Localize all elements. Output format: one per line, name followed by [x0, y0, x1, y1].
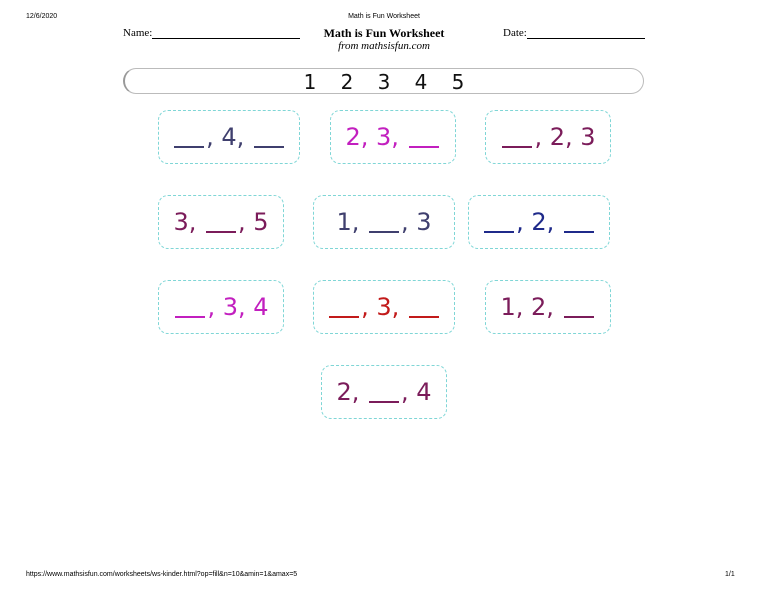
sequence-card — [158, 110, 300, 164]
separator: , — [361, 293, 377, 321]
answer-blank[interactable] — [484, 211, 514, 233]
number-strip-values — [125, 70, 643, 94]
sequence-number: 2 — [531, 293, 547, 321]
sequence-number: 3 — [376, 123, 392, 151]
sequence-card — [321, 365, 447, 419]
answer-blank[interactable] — [254, 126, 284, 148]
strip-number: 2 — [340, 70, 354, 94]
date-label: Date: — [503, 27, 527, 39]
answer-blank[interactable] — [369, 381, 399, 403]
sequence-card — [158, 280, 284, 334]
separator: , — [391, 123, 407, 151]
answer-blank[interactable] — [329, 296, 359, 318]
sequence-card — [330, 110, 456, 164]
sequence-number: 2 — [336, 378, 352, 406]
separator: , — [351, 378, 367, 406]
worksheet-title: Math is Fun Worksheet — [323, 26, 445, 40]
separator: , — [401, 208, 417, 236]
sequence-number: 3 — [173, 208, 189, 236]
answer-blank[interactable] — [409, 296, 439, 318]
name-label: Name: — [123, 27, 153, 39]
separator: , — [391, 293, 407, 321]
worksheet-subtitle: from mathsisfun.com — [338, 40, 430, 52]
date-line — [527, 28, 645, 39]
sequence-card — [313, 280, 455, 334]
strip-number: 4 — [414, 70, 428, 94]
separator: , — [206, 123, 222, 151]
strip-number: 3 — [377, 70, 391, 94]
separator: , — [546, 293, 562, 321]
sequence-number: 3 — [416, 208, 432, 236]
separator: , — [207, 293, 223, 321]
print-page-number: 1/1 — [725, 571, 735, 578]
separator: , — [565, 123, 581, 151]
sequence-card — [485, 110, 611, 164]
answer-blank[interactable] — [564, 296, 594, 318]
answer-blank[interactable] — [174, 126, 204, 148]
sequence-number: 3 — [222, 293, 238, 321]
separator: , — [351, 208, 367, 236]
sequence-card — [158, 195, 284, 249]
answer-blank[interactable] — [369, 211, 399, 233]
print-date: 12/6/2020 — [26, 13, 58, 20]
separator: , — [236, 123, 252, 151]
sequence-card — [485, 280, 611, 334]
sequence-number: 2 — [345, 123, 361, 151]
sequence-card — [468, 195, 610, 249]
separator: , — [534, 123, 550, 151]
print-header-title: Math is Fun Worksheet — [348, 13, 420, 20]
answer-blank[interactable] — [409, 126, 439, 148]
strip-number: 5 — [451, 70, 465, 94]
separator: , — [360, 123, 376, 151]
number-strip — [123, 68, 644, 94]
sequence-number: 3 — [580, 123, 596, 151]
date-field[interactable] — [503, 27, 645, 39]
answer-blank[interactable] — [564, 211, 594, 233]
sequence-number: 4 — [416, 378, 432, 406]
answer-blank[interactable] — [175, 296, 205, 318]
sequence-number: 5 — [253, 208, 269, 236]
sequence-number: 4 — [221, 123, 237, 151]
answer-blank[interactable] — [206, 211, 236, 233]
separator: , — [516, 208, 532, 236]
strip-number: 1 — [303, 70, 317, 94]
separator: , — [238, 293, 254, 321]
separator: , — [188, 208, 204, 236]
print-footer-url: https://www.mathsisfun.com/worksheets/ws-kinder.html?op=fill&n=10&amin=1&amax=5 — [26, 571, 298, 578]
separator: , — [546, 208, 562, 236]
separator: , — [401, 378, 417, 406]
separator: , — [238, 208, 254, 236]
sequence-number: 1 — [336, 208, 352, 236]
answer-blank[interactable] — [502, 126, 532, 148]
separator: , — [515, 293, 531, 321]
sequence-number: 3 — [376, 293, 392, 321]
sequence-number: 4 — [253, 293, 269, 321]
sequence-number: 2 — [549, 123, 565, 151]
sequence-card — [313, 195, 455, 249]
sequence-number: 1 — [500, 293, 516, 321]
sequence-number: 2 — [531, 208, 547, 236]
